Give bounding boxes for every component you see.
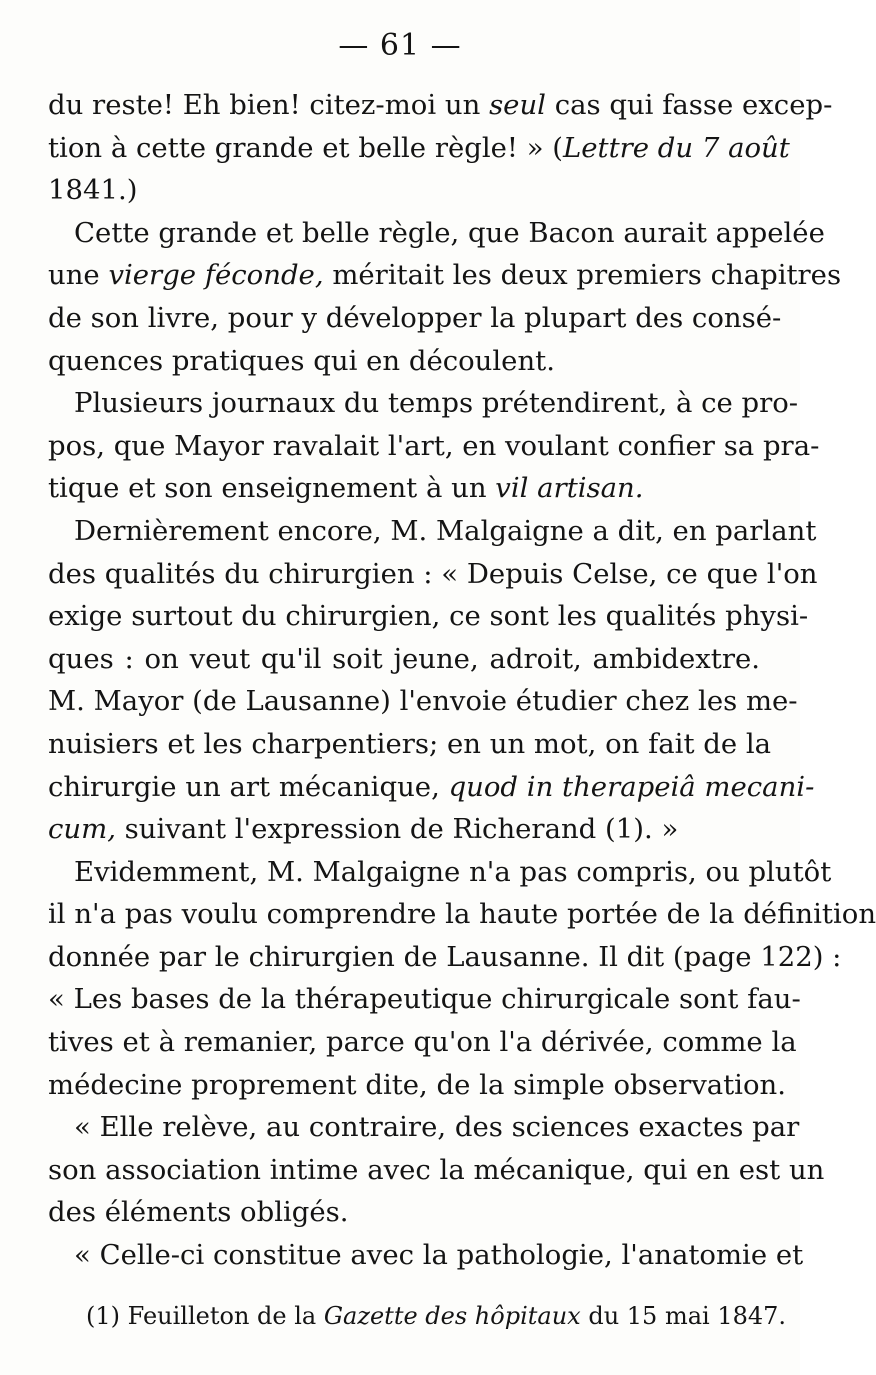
text-run: des éléments obligés. (48, 1196, 349, 1229)
text-line (48, 382, 799, 425)
text-run: suivant l'expression de Richerand (1). » (115, 813, 679, 846)
text-line (48, 254, 842, 297)
text-run: « Celle-ci constitue avec la pathologie, l'anatomie et (74, 1239, 804, 1272)
text-line (48, 1149, 825, 1192)
italic-text: cum, (48, 813, 116, 846)
text-run: médecine proprement dite, de la simple observation. (48, 1068, 786, 1101)
text-run: Evidemment, M. Malgaigne n'a pas compris, ou plutôt (74, 855, 832, 888)
text-run: M. Mayor (de Lausanne) l'envoie étudier chez les me- (48, 685, 798, 718)
text-line (48, 1191, 760, 1234)
text-run: « Elle relève, au contraire, des sciences exactes par (74, 1111, 800, 1144)
text-line (48, 638, 760, 681)
text-run: du reste! Eh bien! citez-moi un (48, 89, 490, 121)
text-line (48, 297, 782, 340)
text-line (48, 978, 801, 1021)
text-line (48, 808, 760, 851)
text-line (48, 893, 876, 936)
text-run: donnée par le chirurgien de Lausanne. Il dit (page 122) : (48, 940, 842, 973)
text-line (48, 553, 818, 596)
text-run: (1) Feuilleton de la (86, 1302, 324, 1330)
page-number: — 61 — (338, 28, 462, 63)
text-line (48, 340, 760, 383)
text-run: « Les bases de la thérapeutique chirurgicale sont fau- (48, 983, 801, 1016)
text-line (48, 1064, 786, 1107)
text-run: du 15 mai 1847. (580, 1302, 787, 1330)
text-run: cas qui fasse excep- (545, 89, 833, 121)
italic-text: vil artisan. (495, 472, 644, 505)
text-run: ques : on veut qu'il soit jeune, adroit, ambidextre. (48, 642, 760, 675)
text-line (48, 936, 842, 979)
text-run: son association intime avec la mécanique, qui en est un (48, 1153, 825, 1186)
text-run: quences pratiques qui en découlent. (48, 344, 555, 377)
text-line (48, 425, 820, 468)
text-run: une (48, 259, 109, 292)
text-line (48, 766, 815, 809)
italic-text: Lettre du 7 août (563, 131, 790, 164)
text-line (48, 169, 760, 212)
italic-text: quod in therapeiâ mecani- (448, 770, 815, 803)
footnote (86, 1300, 787, 1332)
text-line (48, 723, 772, 766)
text-line (48, 467, 760, 510)
text-run: méritait les deux premiers chapitres (323, 259, 842, 292)
text-run: Cette grande et belle règle, que Bacon aurait appelée (74, 216, 825, 249)
text-line (48, 851, 832, 894)
text-run: de son livre, pour y développer la plupart des consé- (48, 301, 782, 334)
text-line (48, 595, 809, 638)
text-line (48, 1106, 800, 1149)
italic-text: seul (489, 89, 546, 121)
text-run: tique et son enseignement à un (48, 472, 496, 505)
text-run: Dernièrement encore, M. Malgaigne a dit, en parlant (74, 514, 817, 547)
text-run: tion à cette grande et belle règle! » ( (48, 131, 563, 164)
text-line (48, 510, 817, 553)
text-run: Plusieurs journaux du temps prétendirent, à ce pro- (74, 387, 799, 420)
text-line (48, 127, 790, 170)
text-line (48, 680, 798, 723)
text-line (48, 1234, 804, 1277)
text-run: pos, que Mayor ravalait l'art, en voulant confier sa pra- (48, 429, 820, 462)
italic-text: Gazette des hôpitaux (323, 1302, 581, 1330)
text-run: nuisiers et les charpentiers; en un mot, on fait de la (48, 727, 772, 760)
text-line (48, 1021, 797, 1064)
text-run: tives et à remanier, parce qu'on l'a dérivée, comme la (48, 1026, 797, 1059)
text-line (48, 212, 825, 255)
text-run: chirurgie un art mécanique, (48, 770, 449, 803)
body-text (48, 84, 876, 1277)
italic-text: vierge féconde, (108, 259, 324, 292)
text-run: il n'a pas voulu comprendre la haute portée de la définition (48, 898, 876, 931)
text-run: des qualités du chirurgien : « Depuis Celse, ce que l'on (48, 557, 818, 590)
text-line (48, 84, 833, 127)
text-run: exige surtout du chirurgien, ce sont les qualités physi- (48, 600, 809, 633)
text-run: 1841.) (48, 174, 138, 207)
